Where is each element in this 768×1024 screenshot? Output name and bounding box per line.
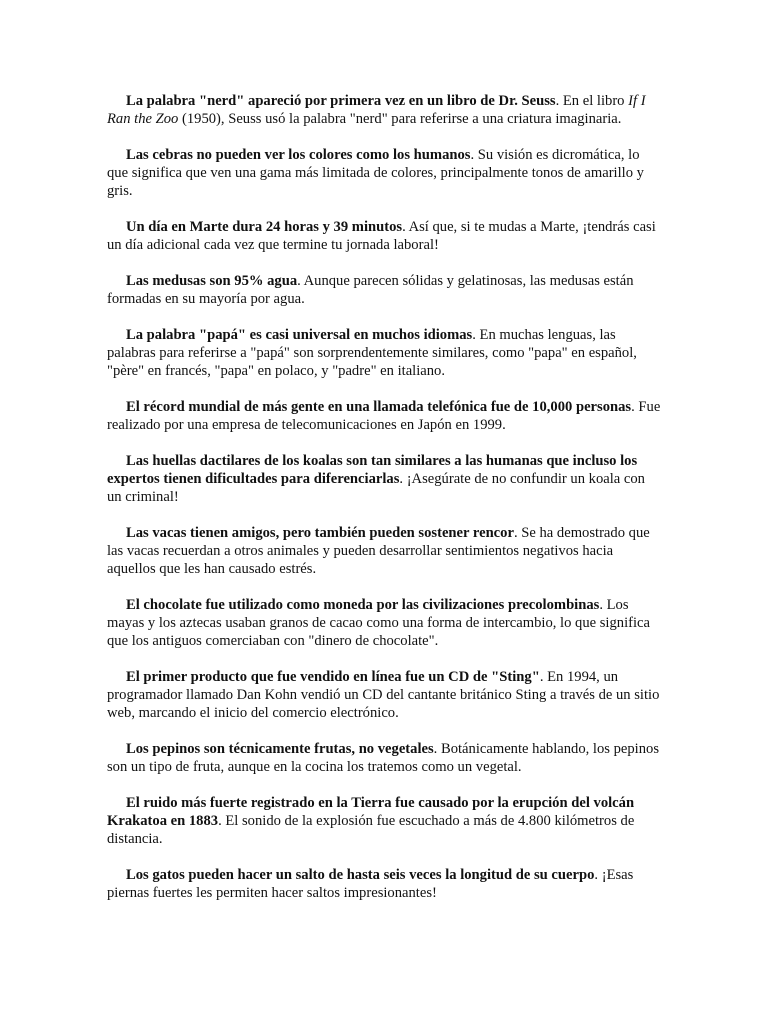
paragraph-koalas [107, 452, 662, 506]
paragraph-chocolate [107, 596, 662, 650]
paragraph-text: . ¡Asegúrate de no confundir un koala con un criminal! [107, 471, 645, 505]
paragraph-heading: Las cebras no pueden ver los colores como los humanos [126, 147, 471, 163]
paragraph-papa [107, 326, 662, 380]
paragraph-nerd [107, 92, 662, 128]
paragraph-text: . En el libro [555, 93, 629, 109]
paragraph-text: . Fue realizado por una empresa de telecomunicaciones en Japón en 1999. [107, 399, 661, 433]
paragraph-pepinos [107, 740, 662, 776]
paragraph-text: (1950), Seuss usó la palabra "nerd" para referirse a una criatura imaginaria. [178, 111, 622, 127]
paragraph-sting [107, 668, 662, 722]
paragraph-heading: El chocolate fue utilizado como moneda por las civilizaciones precolombinas [126, 597, 600, 613]
paragraph-text: . En 1994, un programador llamado Dan Kohn vendió un CD del cantante británico Sting a través de un sitio web, marcando el inicio del comercio electrónico. [107, 669, 660, 721]
paragraph-vacas [107, 524, 662, 578]
paragraph-marte [107, 218, 662, 254]
paragraph-heading: Los pepinos son técnicamente frutas, no vegetales [126, 741, 434, 757]
paragraph-heading: Las medusas son 95% agua [126, 273, 298, 289]
paragraph-heading: Las huellas dactilares de los koalas son tan similares a las humanas que incluso los expertos tienen dificultades para diferenciarlas [107, 453, 638, 487]
paragraph-text: . Botánicamente hablando, los pepinos son un tipo de fruta, aunque en la cocina los tratemos como un vegetal. [107, 741, 660, 775]
paragraph-medusas [107, 272, 662, 308]
paragraph-text: . Así que, si te mudas a Marte, ¡tendrás casi un día adicional cada vez que termine tu jornada laboral! [107, 219, 656, 253]
paragraph-text: . Los mayas y los aztecas usaban granos de cacao como una forma de intercambio, lo que significa que los antiguos comerciaban con "dinero de chocolate". [107, 597, 651, 649]
paragraph-gatos [107, 866, 662, 902]
paragraph-heading: Un día en Marte dura 24 horas y 39 minutos [126, 219, 403, 235]
paragraph-text: . Se ha demostrado que las vacas recuerdan a otros animales y pueden desarrollar sentimientos negativos hacia aquellos que les han causado estrés. [107, 525, 650, 577]
paragraph-krakatoa [107, 794, 662, 848]
paragraph-text: . Aunque parecen sólidas y gelatinosas, las medusas están formadas en su mayoría por agua. [107, 273, 634, 307]
paragraph-text: . En muchas lenguas, las palabras para referirse a "papá" son sorprendentemente similares, como "papa" en español, "père" en francés, "papa" en polaco, y "padre" en italiano. [107, 327, 637, 379]
paragraph-text: . ¡Esas piernas fuertes les permiten hacer saltos impresionantes! [107, 867, 634, 901]
paragraph-heading: El récord mundial de más gente en una llamada telefónica fue de 10,000 personas [126, 399, 632, 415]
paragraph-heading: Los gatos pueden hacer un salto de hasta seis veces la longitud de su cuerpo [126, 867, 595, 883]
document-body [107, 92, 662, 920]
paragraph-heading: El primer producto que fue vendido en línea fue un CD de "Sting" [126, 669, 540, 685]
paragraph-text: . El sonido de la explosión fue escuchado a más de 4.800 kilómetros de distancia. [107, 813, 635, 847]
paragraph-text: . Su visión es dicromática, lo que significa que ven una gama más limitada de colores, principalmente tonos de amarillo y gris. [107, 147, 644, 199]
paragraph-heading: El ruido más fuerte registrado en la Tierra fue causado por la erupción del volcán Krakatoa en 1883 [107, 795, 635, 829]
paragraph-heading: La palabra "papá" es casi universal en muchos idiomas [126, 327, 473, 343]
paragraph-llamada [107, 398, 662, 434]
paragraph-heading: Las vacas tienen amigos, pero también pueden sostener rencor [126, 525, 514, 541]
paragraph-cebras [107, 146, 662, 200]
paragraph-heading: La palabra "nerd" apareció por primera vez en un libro de Dr. Seuss [126, 93, 556, 109]
book-title: If I Ran the Zoo [107, 93, 646, 127]
